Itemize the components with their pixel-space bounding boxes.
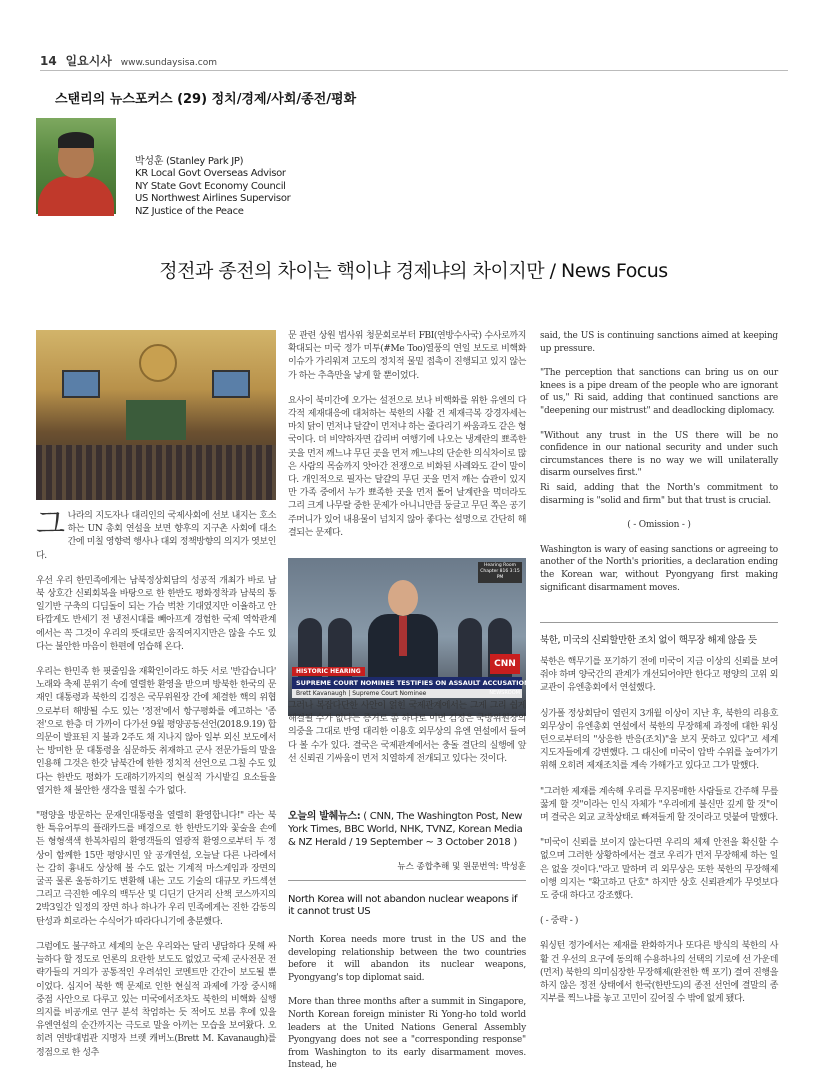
cnn-logo: CNN xyxy=(490,654,520,674)
un-emblem xyxy=(139,344,177,382)
english-paragraph: "Without any trust in the US there will be no confidence in our national security and under such circumstances there is no way we will unilaterally disarm ourselves first." xyxy=(540,430,778,479)
korean-subhead: 북한, 미국의 신뢰할만한 조치 없이 핵무장 해제 않을 듯 xyxy=(540,635,757,646)
translation-credit: 뉴스 종합추해 및 원문번역: 박성훈 xyxy=(397,862,526,872)
banner-sub: Brett Kavanaugh | Supreme Court Nominee xyxy=(292,689,522,698)
english-subhead: North Korea will not abandon nuclear weapons if it cannot trust US xyxy=(288,894,518,917)
english-paragraph: Washington is wary of easing sanctions or agreeing to another of the North's priorities, a declaration ending the Korean war, without Pyongyang first making significant disarmament moves. xyxy=(540,544,778,593)
sources-text: ( CNN, The Washington Post, New York Times, BBC World, NHK, TVNZ, Korean Media & NZ Herald / 19 September ~ 3 October 2018 ) xyxy=(288,811,523,848)
author-bio xyxy=(135,156,290,218)
witness-head xyxy=(388,580,418,616)
kavanaugh-hearing-photo xyxy=(288,558,535,716)
paragraph: 우선 우리 한민족에게는 남북정상회담의 성공적 개최가 바로 남북 상호간 신뢰회복을 바탕으로 한 한반도 평화정착과 남북의 통일기반 구축의 디딤돌이 되는 가슴 벅찬 기대였지만 이율하고 안타깝게도 반세기 전 냉전시대를 빼아프게 경험한 국제 역학관계에서는 꼭 그것이 우리의 뜻대로만 움직여지지만은 않을 수도 있다는 불안한 마음이 한편에 엄습해 온다. xyxy=(36,575,276,652)
left-screen xyxy=(62,370,100,398)
header-rule xyxy=(40,70,788,71)
bio-line: NZ Justice of the Peace xyxy=(135,205,244,217)
sources-rule xyxy=(288,880,526,881)
banner-top: HISTORIC HEARING xyxy=(292,667,365,676)
network-sub: NEWSROOM xyxy=(489,690,520,696)
author-photo xyxy=(36,118,116,214)
banner-main: SUPREME COURT NOMINEE TESTIFIES ON ASSAULT ACCUSATIONS xyxy=(292,677,522,689)
bio-line: KR Local Govt Overseas Advisor xyxy=(135,168,286,180)
english-paragraph: More than three months after a summit in Singapore, North Korean foreign minister Ri Yong-ho told world leaders at the United Nations General Assembly Pyongyang does not see a "corresponding response" from Washington to its early disarmament moves. Instead, he xyxy=(288,997,526,1071)
paragraph: "그러한 제재를 계속해 우리를 무지몽매한 사람들로 간주해 무릎꿇게 할 것"이라는 인식 자체가 "우리에게 불신만 깊게 할 것"이며 결국은 외교 교착상태로 빠져들게 할 것이라고 덧붙여 말했다. xyxy=(540,786,778,824)
paragraph: 그러나 복잡다단한 사안이 얽힌 국제관계에서는 그게 그리 쉽게 해결될 수가 없다는 증거로 좀 하나로 이번 김정은 국방위원장의 의중을 그대로 반영 대리한 이용호 외무상의 유엔 연설에서 들여다 볼 수가 있다. 결국은 국제관계에서는 충돌 결단의 실행에 앞선 신뢰권 기싸움이 먼저 치열하게 전개되고 있다는 것이다. xyxy=(288,701,526,764)
column-3-top xyxy=(540,330,778,600)
corner-tag: Hearing Room Chapter 816 3:15 PM xyxy=(478,562,522,583)
paragraph: "미국이 신뢰를 보이지 않는다면 우리의 체제 안전을 확신할 수 없으며 그러한 상황하에서는 결코 우리가 먼저 무장해제 하는 일은 없을 것이다."라고 말하며 리 외무상은 또한 북한의 무장해제 이행 의지는 "확고하고 단호" 하지만 상호 신뢰관계가 무엇보다도 중대 하다고 강조했다. xyxy=(540,838,778,902)
lead-paragraph: 그나라의 지도자나 대리인의 국제사회에 선보 내지는 호소 하는 UN 총회 연설을 보면 향후의 지구촌 사회에 대소간에 미칠 영향력 행사나 대외 정책방향의 의지가 엿보인다. xyxy=(36,507,276,561)
podium xyxy=(126,400,186,440)
english-paragraph: North Korea needs more trust in the US and the developing relationship between the two countries before it will abandon its nuclear weapons, Pyongyang's top diplomat said. xyxy=(288,935,526,983)
un-assembly-photo xyxy=(36,330,276,500)
english-paragraph: Ri said, adding that the North's commitment to disarming is "solid and firm" but that trust is crucial. xyxy=(540,482,778,506)
bio-line: 박성훈 (Stanley Park JP) xyxy=(135,156,244,167)
section-category: 스탠리의 뉴스포커스 (29) 정치/경제/사회/종전/평화 xyxy=(55,92,357,107)
delegates xyxy=(36,445,276,500)
drop-cap: 그 xyxy=(36,507,65,542)
subhead-rule xyxy=(540,622,778,623)
column-2-bottom xyxy=(288,934,526,1071)
publication-url: www.sundaysisa.com xyxy=(120,58,217,68)
photo-hair xyxy=(58,132,94,148)
column-2-top xyxy=(288,330,526,538)
witness-tie xyxy=(399,616,407,656)
bio-line: NY State Govt Economy Council xyxy=(135,180,286,192)
omission-note: ( - Omission - ) xyxy=(627,520,691,531)
right-screen xyxy=(212,370,250,398)
english-paragraph: said, the US is continuing sanctions aimed at keeping up pressure. xyxy=(540,331,778,354)
sources-label: 오늘의 발췌뉴스: xyxy=(288,811,361,822)
paragraph: 북한은 핵무기를 포기하기 전에 미국이 지금 이상의 신뢰를 보여줘야 하며 양국간의 관계가 개선되어야만 한다고 평양의 고위 외교관이 유엔총회에서 연설했다. xyxy=(540,657,778,694)
column-3-bottom xyxy=(540,656,778,1056)
sources-box xyxy=(288,810,526,849)
english-paragraph: "The perception that sanctions can bring us on our knees is a pipe dream of the people who are ignorant of us," Ri said, adding that continued sanctions are "deepening our mistrust" and deadlocking diplomacy. xyxy=(540,368,778,416)
omission-note: ( - 중략 - ) xyxy=(540,916,578,927)
paragraph: 문 관련 상원 법사위 청문회로부터 FBI(연방수사국) 수사로까지 확대되는 미국 정가 미투(#Me Too)열풍의 연일 보도로 비핵화 이슈가 가리워져 고도의 정치적 물밑 접촉이 진행되고 있지 않는가 하는 추측만을 낳게 할 뿐이었다. xyxy=(288,331,526,381)
paragraph: 요사이 북미간에 오가는 설전으로 보나 비핵화를 위한 유엔의 다각적 제재대응에 대처하는 북한의 사활 건 제재극복 강경자세는 마치 닭이 먼저냐 달걀이 먼저냐 하는 줄다리기 싸움과도 같은 형국이다. 더 비약하자면 갑리버 여행기에 나오는 냉계란의 뾰족한 곳을 먼저 깨느냐 무딘 곳을 먼저 깨느냐의 단순한 의식차이로 많은 사람의 목숨까지 앗아간 전쟁으로 비화된 사례와도 같이 말이다. 개인적으로 필자는 달걀의 무딘 곳을 먼저 깨는 습관이 있지만 가족 중에서 누가 뾰족한 곳을 먼저 톨어 날계란을 먹더라도 그리 크게 나무랄 중한 문제가 아니니만큼 둥글고 무딘 쪽은 공기 주머니가 있어 내용물이 넘치지 않아 좋다는 설명으로 간단히 해결되는 문제다. xyxy=(288,395,526,538)
paragraph: "평양을 방문하는 문재인대통령을 열렬히 환영합니다!" 라는 북한 특유어투의 플래카드를 배경으로 한 한반도기와 꽃술을 손에든 형형색색 한복차림의 환영객들의 열광적 환영으로부터 두 정상이 함께한 15만 평양시민 앞 공개연설, 오늘날 다른 나라에서는 감히 흉내도 상상해 볼 수도 없는 기계적 마스게임과 장면의 굴곡 물론 울동하기도 변환해 내는 고도 기술의 대규모 카드섹션 그리고 극진한 예우의 백두산 및 디딘기 단거리 산책 코스까지의 2박3일간 일정의 장면 하나 하나가 우리 민족에게는 진한 감동의 탄성과 희로라는 수식어가 따라다니기에 충분했다. xyxy=(36,811,276,927)
paragraph: 워싱턴 정가에서는 제재를 완화하거나 또다른 방식의 북한의 사활 건 우선의 요구에 동의해 수용하나의 선택의 기로에 선 가운데 (먼저) 북한의 의미심장한 무장해제(완전한 핵 포기) 결여 진행을 하지 않은 정전 상태에서 한국(한반도)의 종전 선언에 결말의 종지부를 찍느냐를 놓고 고민이 깊어질 수 밖에 없게 됐다. xyxy=(540,941,778,1005)
column-2-middle xyxy=(288,700,526,796)
photo-shirt xyxy=(38,176,114,216)
publication-name: 일요시사 xyxy=(65,54,112,68)
bio-line: US Northwest Airlines Supervisor xyxy=(135,193,291,205)
article-headline: 정전과 종전의 차이는 핵이냐 경제냐의 차이지만 / News Focus xyxy=(159,260,668,282)
column-1 xyxy=(36,507,276,1058)
page-number: 14 xyxy=(40,54,57,68)
paragraph: 우리는 한민족 한 핏줄임을 재확인이라도 하듯 서로 '반갑습니다' 노래와 축제 분위기 속에 열렬한 환영을 받으며 방북한 한국의 문재인 대통령과 북한의 김정은 국무위원장 간에 체결한 핵의 위협으로부터 해방될 수도 있는 '정전'에서 항구평화를 예고하는 '종전'으로 한층 더 가까이 다가선 9월 평양공동선언(2018.9.19) 합의문이 발표된 지 불과 2주도 채 지나지 않아 일부 외신 보도에서는 방미한 문 대통령을 심문하듯 취재하고 군사 전문가들의 말을 인용해 그것은 한갓 남북간에 한한 정치적 선언으로 그칠 수도 있다는 한반도 평화가 도래하기까지의 현실적 가시밭길 요소들을 열거한 채 불안한 생각을 떨칠 수가 없다. xyxy=(36,667,276,796)
paragraph: 그럼에도 불구하고 세계의 눈은 우리와는 달리 냉담하다 못해 싸늘하다 할 정도로 언론의 요란한 보도도 없었고 국제 군사전문 전략가들의 거의가 공통적인 우려섞인 코멘트만 간간이 보도될 뿐이었다. 심지어 북한 핵 문제로 인한 현실적 과제에 가장 중시해 중점 사안으로 다루고 있는 미국에서조차도 북한의 비핵화 실행 의지를 비공개로 연구 분석 착엄하는 듯 적어도 보름 후에 있을 유엔연설의 순간까지는 극도로 말을 아끼는 모습을 보여왔다. 오히려 연방대법관 지명자 브렛 캐버노(Brett M. Kavanaugh)를 정점으로 한 성추 xyxy=(36,941,276,1058)
page-header xyxy=(40,52,217,69)
paragraph: 싱가폴 정상회담이 열린지 3개월 이상이 지난 후, 북한의 리용호 외무상이 유엔총회 연설에서 북한의 무장해제 과정에 대한 워싱턴으로부터의 "상응한 반응(조치)"을 보지 못하고 있다"고 세계 지도자들에게 강변했다. 그 대신에 미국이 압박 수위를 높여가기 위해 오히려 제재조치를 계속 가해가고 있다고 그가 말했다. xyxy=(540,708,778,772)
